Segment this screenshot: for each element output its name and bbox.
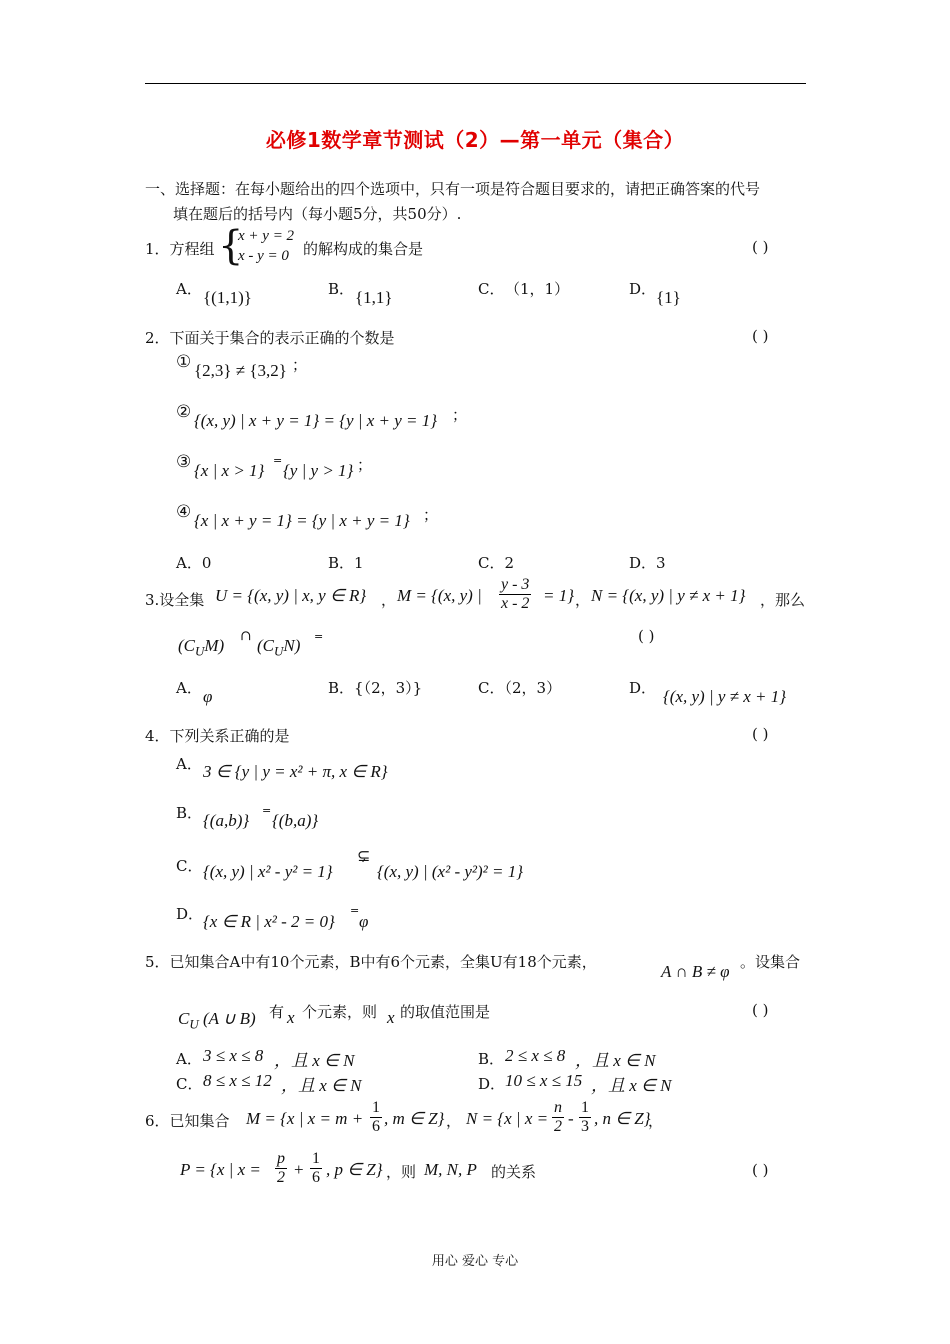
q5-option-d: 10 ≤ x ≤ 15: [505, 1071, 583, 1090]
q1-option-b-label: B．: [328, 280, 355, 298]
q2-mark-4: ④: [176, 502, 192, 522]
q3-option-d: {(x, y) | y ≠ x + 1}: [663, 687, 787, 706]
q3-comma-1: ，: [381, 591, 397, 609]
q6-then: ，则: [386, 1163, 417, 1181]
q3-expr-c: (C: [178, 636, 195, 655]
q5-option-b-label: B．: [478, 1050, 505, 1068]
section-intro-line2: 填在题后的括号内（每小题5分，共50分）.: [173, 205, 462, 223]
q6-n-den2: 3: [581, 1117, 589, 1135]
q1-option-b: {1,1}: [355, 288, 393, 307]
section-intro-line1: 一、选择题：在每小题给出的四个选项中，只有一项是符合题目要求的，请把正确答案的代号: [145, 180, 761, 198]
q5-option-b: 2 ≤ x ≤ 8: [505, 1046, 566, 1065]
q5-stem: 5．已知集合A中有10个元素，B中有6个元素，全集U有18个元素，: [145, 953, 597, 971]
q6-set-m-left: M = {x | x = m +: [246, 1109, 364, 1128]
q5-option-a-label: A．: [176, 1050, 202, 1068]
q5-answer-paren: ( ): [752, 1001, 769, 1019]
q5-expr-tail: (A ∪ B): [202, 1009, 256, 1028]
q2-statement-3-equals: =: [273, 454, 283, 467]
q5-option-b-tail: ，且 x ∈ N: [575, 1051, 656, 1070]
q2-statement-1: {2,3} ≠ {3,2}: [194, 361, 287, 380]
q6-set-n-fraction-2: [579, 1099, 591, 1135]
q3-expr-n: N): [283, 636, 301, 655]
q2-stem: 2．下面关于集合的表示正确的个数是: [145, 329, 395, 347]
q3-option-a: φ: [203, 687, 213, 706]
q3-fraction-numerator: y - 3: [501, 576, 530, 593]
q3-expr-m: M): [204, 636, 225, 655]
q3-expr-equals: =: [314, 630, 324, 643]
header-rule: [145, 83, 806, 84]
q5-middle: 个元素，则: [302, 1003, 378, 1021]
q3-option-d-label: D．: [629, 679, 657, 697]
q6-set-p-fraction-1: [275, 1150, 287, 1186]
q1-eq2: x - y = 0: [238, 248, 289, 264]
q5-condition: A ∩ B ≠ φ: [661, 962, 730, 981]
q5-option-c: 8 ≤ x ≤ 12: [203, 1071, 272, 1090]
q5-x1: x: [287, 1008, 295, 1027]
q3-option-b: B．{（2，3）}: [328, 679, 423, 697]
q2-mark-2: ②: [176, 402, 192, 422]
q3-prefix: 3.设全集: [145, 591, 205, 609]
q1-brace-icon: {: [218, 223, 244, 269]
q5-condition-tail: 。设集合: [740, 953, 801, 971]
q1-option-a: {(1,1)}: [203, 288, 252, 307]
q1-option-a-label: A．: [176, 280, 202, 298]
q3-set-m-left: M = {(x, y) |: [397, 586, 482, 605]
q5-option-c-label: C．: [176, 1075, 203, 1093]
q2-option-b: B．1: [328, 554, 364, 572]
q2-option-a: A．0: [176, 554, 212, 572]
q4-option-b-label: B．: [176, 804, 203, 822]
q2-statement-4: {x | x + y = 1} = {y | x + y = 1}: [194, 511, 410, 530]
q6-set-p-right: , p ∈ Z}: [326, 1160, 383, 1179]
q2-answer-paren: ( ): [752, 327, 769, 345]
q5-option-d-label: D．: [478, 1075, 506, 1093]
q1-answer-paren: ( ): [752, 238, 769, 256]
q5-x2: x: [387, 1008, 395, 1027]
q6-relation: 的关系: [491, 1163, 537, 1181]
q1-eq1: x + y = 2: [238, 228, 295, 244]
q2-mark-3: ③: [176, 452, 192, 472]
page-title: 必修1数学章节测试（2）—第一单元（集合）: [265, 128, 685, 152]
q3-comma-2: ，: [575, 591, 591, 609]
q5-expression: [178, 1009, 256, 1032]
q3-set-n: N = {(x, y) | y ≠ x + 1}: [591, 586, 746, 605]
page-footer: 用心 爱心 专心: [431, 1254, 519, 1269]
q6-comma-2: ，: [648, 1112, 664, 1130]
q1-suffix: 的解构成的集合是: [303, 240, 424, 258]
q2-semicolon-4: ；: [423, 506, 439, 524]
q4-option-d-equals: =: [350, 904, 360, 917]
q2-statement-3a: {x | x > 1}: [194, 461, 265, 480]
q3-expr-cum: [178, 636, 224, 659]
q3-set-m-right: = 1}: [543, 586, 575, 605]
q4-option-c-label: C．: [176, 857, 203, 875]
q6-set-n-left: N = {x | x =: [466, 1109, 549, 1128]
q6-set-p-plus: +: [294, 1160, 304, 1179]
q4-option-b1: {(a,b)}: [203, 811, 250, 830]
q5-option-a: 3 ≤ x ≤ 8: [203, 1046, 264, 1065]
q3-option-c: C．（2，3）: [478, 679, 562, 697]
q6-set-m-fraction: [370, 1099, 382, 1135]
q1-prefix: 1．方程组: [145, 240, 215, 258]
q3-set-m-fraction: [499, 576, 531, 612]
q6-n-num1: n: [554, 1099, 562, 1116]
q2-mark-1: ①: [176, 352, 192, 372]
q5-you: 有: [269, 1003, 285, 1021]
q5-option-a-tail: ，且 x ∈ N: [274, 1051, 355, 1070]
q2-semicolon-1: ；: [292, 356, 308, 374]
q6-mnp: M, N, P: [424, 1160, 477, 1179]
q6-m-den: 6: [372, 1117, 380, 1135]
q6-m-num: 1: [372, 1099, 380, 1116]
q4-proper-subset-icon: ⊊: [357, 848, 371, 865]
q5-end: 的取值范围是: [400, 1003, 491, 1021]
q4-option-c1: {(x, y) | x² - y² = 1}: [203, 862, 333, 881]
q5-option-d-tail: ，且 x ∈ N: [591, 1076, 672, 1095]
q2-statement-2: {(x, y) | x + y = 1} = {y | x + y = 1}: [194, 411, 438, 430]
q4-option-a: 3 ∈ {y | y = x² + π, x ∈ R}: [203, 762, 388, 781]
q1-option-c-label: C．: [478, 280, 505, 298]
q6-p-den2: 6: [312, 1168, 320, 1186]
q3-intersection-symbol: ∩: [240, 628, 252, 644]
q6-prefix: 6．已知集合: [145, 1112, 230, 1130]
q5-expr-sub: U: [189, 1016, 199, 1032]
q5-option-c-tail: ，且 x ∈ N: [281, 1076, 362, 1095]
q6-answer-paren: ( ): [752, 1161, 769, 1179]
q6-comma-1: ，: [446, 1112, 462, 1130]
q4-option-d-label: D．: [176, 905, 204, 923]
q4-option-d1: {x ∈ R | x² - 2 = 0}: [203, 912, 335, 931]
q3-expr-sub-u: U: [195, 643, 205, 659]
q5-expr-c: C: [178, 1009, 190, 1028]
q6-p-num1: p: [277, 1150, 285, 1167]
q4-option-b2: {(b,a)}: [272, 811, 319, 830]
q4-option-c2: {(x, y) | (x² - y²)² = 1}: [377, 862, 524, 881]
q1-option-c: （1，1）: [505, 280, 570, 298]
q3-expr-sub-u2: U: [274, 643, 284, 659]
q1-option-d: {1}: [656, 288, 681, 307]
q6-set-n-right: , n ∈ Z}: [594, 1109, 651, 1128]
q3-option-a-label: A．: [176, 679, 202, 697]
q6-set-n-minus: -: [568, 1109, 574, 1128]
q6-p-num2: 1: [312, 1150, 320, 1167]
q3-answer-paren: ( ): [638, 627, 655, 645]
q3-expr-cun: [257, 636, 300, 659]
q6-p-den1: 2: [277, 1168, 285, 1186]
q2-semicolon-2: ；: [452, 406, 468, 424]
q6-set-n-fraction-1: [552, 1099, 564, 1135]
q3-then: ，那么: [760, 591, 806, 609]
q3-universe: U = {(x, y) | x, y ∈ R}: [215, 586, 367, 605]
q2-option-c: C．2: [478, 554, 515, 572]
q4-option-a-label: A．: [176, 755, 202, 773]
q2-statement-3b: {y | y > 1}: [283, 461, 354, 480]
q6-set-p-left: P = {x | x =: [180, 1160, 261, 1179]
q2-option-d: D．3: [629, 554, 666, 572]
q4-option-d2: φ: [359, 912, 369, 931]
q3-fraction-denominator: x - 2: [501, 594, 530, 612]
q3-expr-c2: (C: [257, 636, 274, 655]
q4-stem: 4．下列关系正确的是: [145, 727, 290, 745]
q6-n-den1: 2: [554, 1117, 562, 1135]
q4-option-b-equals: =: [262, 804, 272, 817]
q2-semicolon-3: ；: [357, 456, 373, 474]
q1-option-d-label: D．: [629, 280, 657, 298]
q6-n-num2: 1: [581, 1099, 589, 1116]
q6-set-m-right: , m ∈ Z}: [384, 1109, 445, 1128]
q4-answer-paren: ( ): [752, 725, 769, 743]
q6-set-p-fraction-2: [310, 1150, 322, 1186]
